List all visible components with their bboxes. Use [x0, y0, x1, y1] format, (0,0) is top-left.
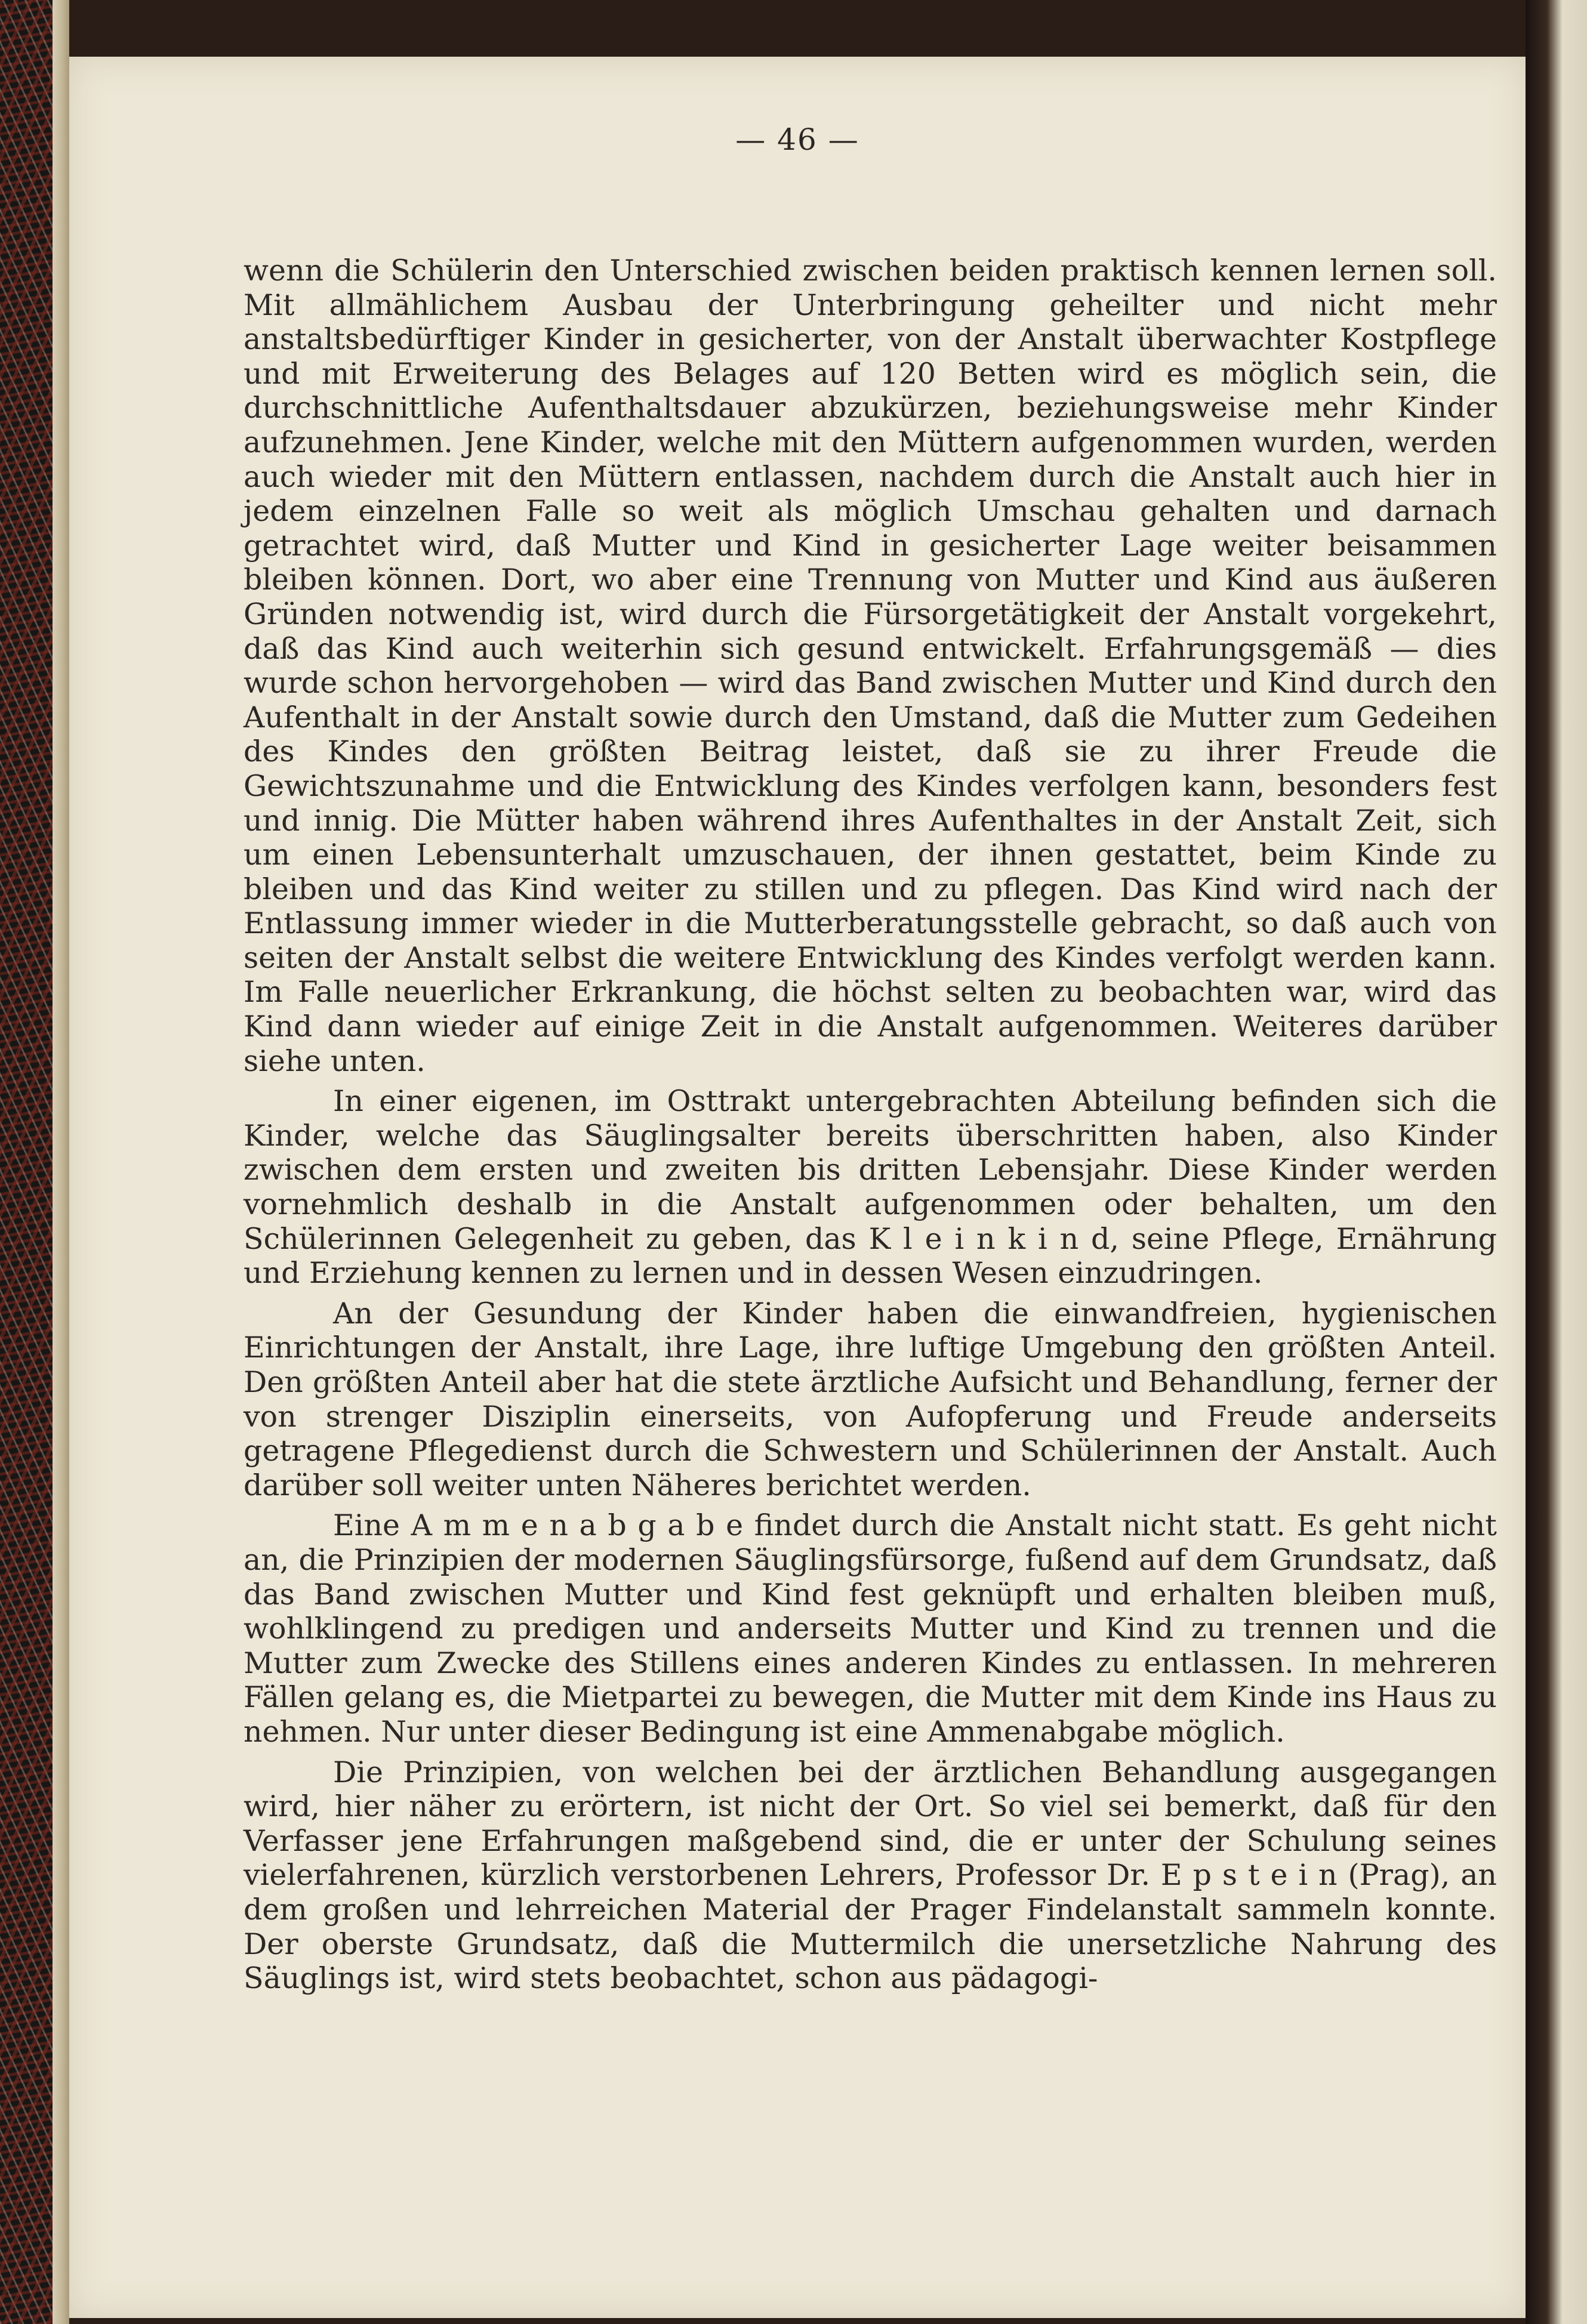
paragraph-2: In einer eigenen, im Osttrakt untergebrachten Abteilung befinden sich die Kinder, welche das Säuglingsalter bereits überschritten haben, also Kinder zwischen dem ersten und zweiten bis dritten Lebensjahr. Diese Kinder werden vornehmlich deshalb in die Anstalt aufgenommen oder behalten, um den Schülerinnen Gelegenheit zu geben, das K l e i n k i n d, seine Pflege, Ernährung und Erziehung kennen zu lernen und in dessen Wesen einzudringen. [244, 1084, 1497, 1291]
book-cover-edge [53, 0, 69, 2324]
body-text [244, 254, 1497, 1996]
book-cover-marbling [0, 0, 57, 2324]
paragraph-5: Die Prinzipien, von welchen bei der ärztlichen Behandlung ausgegangen wird, hier näher zu erörtern, ist nicht der Ort. So viel sei bemerkt, daß für den Verfasser jene Erfahrungen maßgebend sind, die er unter der Schulung seines vielerfahrenen, kürzlich verstorbenen Lehrers, Professor Dr. E p s t e i n (Prag), an dem großen und lehrreichen Material der Prager Findelanstalt sammeln konnte. Der oberste Grundsatz, daß die Muttermilch die unersetzliche Nahrung des Säuglings ist, wird stets beobachtet, schon aus pädagogi- [244, 1755, 1497, 1996]
paragraph-4: Eine A m m e n a b g a b e findet durch die Anstalt nicht statt. Es geht nicht an, die Prinzipien der modernen Säuglingsfürsorge, fußend auf dem Grundsatz, daß das Band zwischen Mutter und Kind fest geknüpft und erhalten bleiben muß, wohlklingend zu predigen und anderseits Mutter und Kind zu trennen und die Mutter zum Zwecke des Stillens eines anderen Kindes zu entlassen. In mehreren Fällen gelang es, die Mietpartei zu bewegen, die Mutter mit dem Kinde ins Haus zu nehmen. Nur unter dieser Bedingung ist eine Ammenabgabe möglich. [244, 1508, 1497, 1749]
page-number: — 46 — [735, 122, 859, 157]
book-gutter [1526, 0, 1587, 2324]
book-page [69, 57, 1526, 2318]
paragraph-1: wenn die Schülerin den Unterschied zwischen beiden praktisch kennen lernen soll. Mit allmählichem Ausbau der Unterbringung geheilter und nicht mehr anstaltsbedürftiger Kinder in gesicherter, von der Anstalt überwachter Kostpflege und mit Erweiterung des Belages auf 120 Betten wird es möglich sein, die durchschnittliche Aufenthaltsdauer abzukürzen, beziehungsweise mehr Kinder aufzunehmen. Jene Kinder, welche mit den Müttern aufgenommen wurden, werden auch wieder mit den Müttern entlassen, nachdem durch die Anstalt auch hier in jedem einzelnen Falle so weit als möglich Umschau gehalten und darnach getrachtet wird, daß Mutter und Kind in gesicherter Lage weiter beisammen bleiben können. Dort, wo aber eine Trennung von Mutter und Kind aus äußeren Gründen notwendig ist, wird durch die Fürsorgetätigkeit der Anstalt vorgekehrt, daß das Kind auch weiterhin sich gesund entwickelt. Erfahrungsgemäß — dies wurde schon hervorgehoben — wird das Band zwischen Mutter und Kind durch den Aufenthalt in der Anstalt sowie durch den Umstand, daß die Mutter zum Gedeihen des Kindes den größten Beitrag leistet, daß sie zu ihrer Freude die Gewichtszunahme und die Entwicklung des Kindes verfolgen kann, besonders fest und innig. Die Mütter haben während ihres Aufenthaltes in der Anstalt Zeit, sich um einen Lebensunterhalt umzuschauen, der ihnen gestattet, beim Kinde zu bleiben und das Kind weiter zu stillen und zu pflegen. Das Kind wird nach der Entlassung immer wieder in die Mutterberatungsstelle gebracht, so daß auch von seiten der Anstalt selbst die weitere Entwicklung des Kindes verfolgt werden kann. Im Falle neuerlicher Erkrankung, die höchst selten zu beobachten war, wird das Kind dann wieder auf einige Zeit in die Anstalt aufgenommen. Weiteres darüber siehe unten. [244, 254, 1497, 1078]
paragraph-3: An der Gesundung der Kinder haben die einwandfreien, hygienischen Einrichtungen der Anstalt, ihre Lage, ihre luftige Umgebung den größten Anteil. Den größten Anteil aber hat die stete ärztliche Aufsicht und Behandlung, ferner der von strenger Disziplin einerseits, von Aufopferung und Freude anderseits getragene Pflegedienst durch die Schwestern und Schülerinnen der Anstalt. Auch darüber soll weiter unten Näheres berichtet werden. [244, 1296, 1497, 1502]
